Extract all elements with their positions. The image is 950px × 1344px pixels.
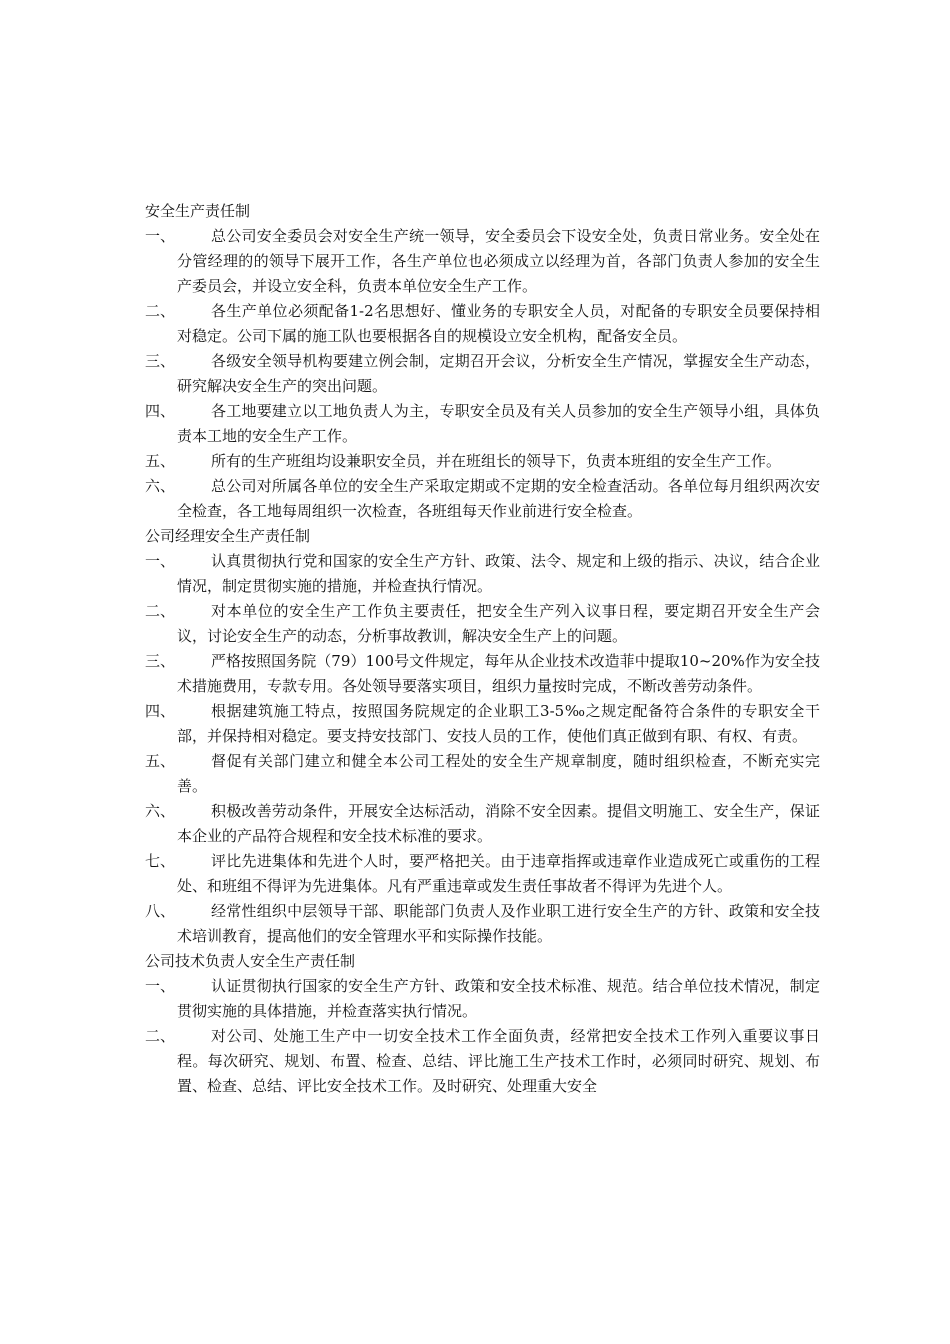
document-body — [145, 199, 820, 1099]
list-item-text: 对本单位的安全生产工作负主要责任，把安全生产列入议事日程，要定期召开安全生产会议，讨论安全生产的动态，分析事故教训，解决安全生产上的问题。 — [177, 602, 820, 645]
list-item-text: 各级安全领导机构要建立例会制，定期召开会议，分析安全生产情况，掌握安全生产动态，研究解决安全生产的突出问题。 — [177, 352, 820, 395]
section — [145, 199, 820, 524]
list-item-text: 总公司安全委员会对安全生产统一领导，安全委员会下设安全处，负责日常业务。安全处在分管经理的的领导下展开工作，各生产单位也必须成立以经理为首，各部门负责人参加的安全生产委员会，并设立安全科，负责本单位安全生产工作。 — [177, 227, 820, 295]
section-item-list — [145, 224, 820, 524]
list-item — [145, 649, 820, 699]
list-item — [145, 749, 820, 799]
list-item — [145, 899, 820, 949]
section-title: 安全生产责任制 — [145, 202, 251, 220]
list-item — [145, 399, 820, 449]
section — [145, 524, 820, 949]
section-item-list — [145, 974, 820, 1099]
list-item-text: 经常性组织中层领导干部、职能部门负责人及作业职工进行安全生产的方针、政策和安全技术培训教育，提高他们的安全管理水平和实际操作技能。 — [177, 902, 820, 945]
section-item-list — [145, 549, 820, 949]
list-item-text: 所有的生产班组均设兼职安全员，并在班组长的领导下，负责本班组的安全生产工作。 — [211, 452, 782, 470]
section-title: 公司技术负责人安全生产责任制 — [145, 952, 356, 970]
section — [145, 949, 820, 1099]
list-item-text: 积极改善劳动条件，开展安全达标活动，消除不安全因素。提倡文明施工、安全生产，保证本企业的产品符合规程和安全技术标准的要求。 — [177, 802, 820, 845]
list-item — [145, 799, 820, 849]
list-item-number: 五、 — [145, 452, 176, 470]
list-item-number: 四、 — [145, 402, 176, 420]
list-item-text: 各工地要建立以工地负责人为主，专职安全员及有关人员参加的安全生产领导小组，具体负责本工地的安全生产工作。 — [177, 402, 820, 445]
list-item — [145, 299, 820, 349]
list-item-text: 根据建筑施工特点，按照国务院规定的企业职工3-5‰之规定配备符合条件的专职安全干部，并保持相对稳定。要支持安技部门、安技人员的工作，使他们真正做到有职、有权、有责。 — [177, 702, 820, 745]
list-item-number: 一、 — [145, 227, 176, 245]
section-title: 公司经理安全生产责任制 — [145, 527, 311, 545]
list-item — [145, 849, 820, 899]
list-item-text: 评比先进集体和先进个人时，要严格把关。由于违章指挥或违章作业造成死亡或重伤的工程处、和班组不得评为先进集体。凡有严重违章或发生责任事故者不得评为先进个人。 — [177, 852, 820, 895]
list-item-number: 八、 — [145, 902, 176, 920]
list-item — [145, 349, 820, 399]
list-item-number: 五、 — [145, 752, 176, 770]
list-item-text: 认真贯彻执行党和国家的安全生产方针、政策、法令、规定和上级的指示、决议，结合企业情况，制定贯彻实施的措施，并检查执行情况。 — [177, 552, 820, 595]
list-item-number: 一、 — [145, 552, 176, 570]
list-item-number: 六、 — [145, 802, 176, 820]
list-item-text: 各生产单位必须配备1-2名思想好、懂业务的专职安全人员，对配备的专职安全员要保持相对稳定。公司下属的施工队也要根据各自的规模设立安全机构，配备安全员。 — [177, 302, 820, 345]
list-item — [145, 224, 820, 299]
list-item — [145, 974, 820, 1024]
list-item — [145, 599, 820, 649]
list-item-number: 四、 — [145, 702, 176, 720]
list-item-text: 严格按照国务院（79）100号文件规定，每年从企业技术改造菲中提取10~20%作为安全技术措施费用，专款专用。各处领导要落实项目，组织力量按时完成，不断改善劳动条件。 — [177, 652, 820, 695]
list-item-number: 二、 — [145, 1027, 176, 1045]
list-item-number: 三、 — [145, 352, 176, 370]
list-item-number: 七、 — [145, 852, 176, 870]
list-item-number: 二、 — [145, 302, 176, 320]
list-item-text: 总公司对所属各单位的安全生产采取定期或不定期的安全检查活动。各单位每月组织两次安全检查，各工地每周组织一次检查，各班组每天作业前进行安全检查。 — [177, 477, 820, 520]
list-item-text: 督促有关部门建立和健全本公司工程处的安全生产规章制度，随时组织检查，不断充实完善。 — [177, 752, 820, 795]
list-item-number: 三、 — [145, 652, 176, 670]
list-item — [145, 474, 820, 524]
list-item-number: 一、 — [145, 977, 176, 995]
list-item — [145, 1024, 820, 1099]
list-item-text: 认证贯彻执行国家的安全生产方针、政策和安全技术标准、规范。结合单位技术情况，制定贯彻实施的具体措施，并检查落实执行情况。 — [177, 977, 820, 1020]
list-item-number: 二、 — [145, 602, 176, 620]
list-item — [145, 549, 820, 599]
list-item-text: 对公司、处施工生产中一切安全技术工作全面负责，经常把安全技术工作列入重要议事日程。每次研究、规划、布置、检查、总结、评比施工生产技术工作时，必须同时研究、规划、布置、检查、总结、评比安全技术工作。及时研究、处理重大安全 — [177, 1027, 820, 1095]
list-item — [145, 449, 820, 474]
list-item-number: 六、 — [145, 477, 176, 495]
list-item — [145, 699, 820, 749]
